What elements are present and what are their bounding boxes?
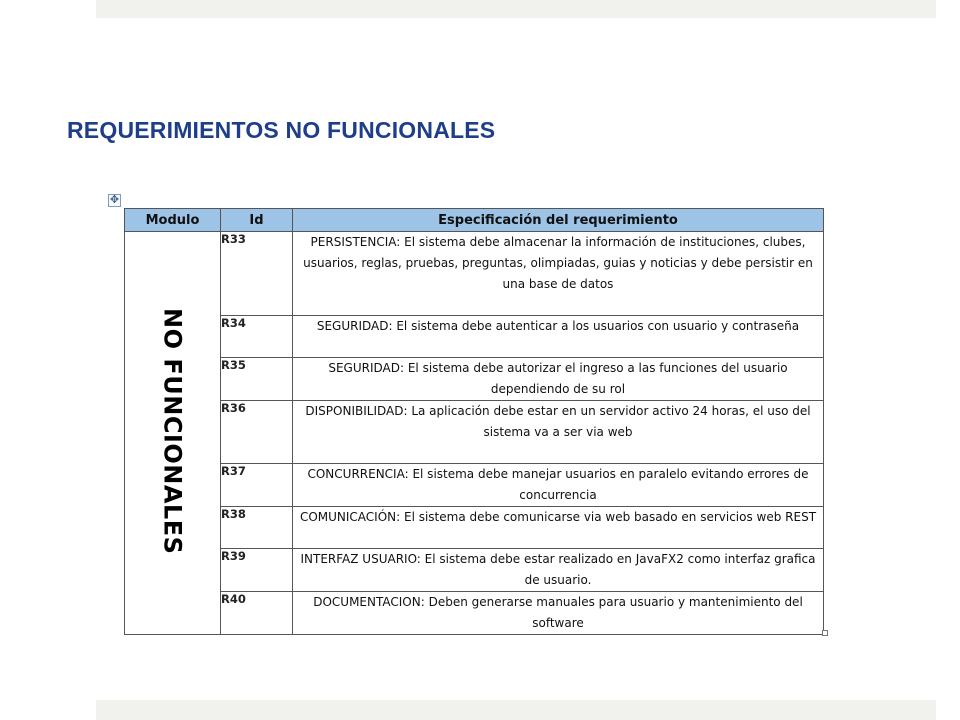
table-row xyxy=(125,316,824,358)
requirement-spec: INTERFAZ USUARIO: El sistema debe estar realizado en JavaFX2 como interfaz grafica de usuario. xyxy=(293,549,824,592)
requirement-spec: CONCURRENCIA: El sistema debe manejar usuarios en paralelo evitando errores de concurrencia xyxy=(293,464,824,507)
requirements-table xyxy=(124,208,824,635)
table-move-handle-icon[interactable]: ✥ xyxy=(109,194,120,206)
table-row xyxy=(125,232,824,316)
header-id: Id xyxy=(221,209,293,232)
requirement-spec: SEGURIDAD: El sistema debe autorizar el ingreso a las funciones del usuario dependiendo de su rol xyxy=(293,358,824,401)
table-row xyxy=(125,592,824,635)
requirement-id: R39 xyxy=(221,549,293,592)
table-row xyxy=(125,358,824,401)
table-resize-handle[interactable] xyxy=(822,630,828,636)
slide-title: REQUERIMIENTOS NO FUNCIONALES xyxy=(67,117,496,143)
module-cell xyxy=(125,232,221,635)
requirement-id: R33 xyxy=(221,232,293,316)
header-modulo: Modulo xyxy=(125,209,221,232)
table-row xyxy=(125,464,824,507)
requirement-id: R36 xyxy=(221,401,293,464)
module-label: NO FUNCIONALES xyxy=(158,308,187,555)
requirement-id: R37 xyxy=(221,464,293,507)
requirement-id: R35 xyxy=(221,358,293,401)
header-especificacion: Especificación del requerimiento xyxy=(293,209,824,232)
requirement-id: R40 xyxy=(221,592,293,635)
requirement-spec: PERSISTENCIA: El sistema debe almacenar la información de instituciones, clubes, usuarios, reglas, pruebas, preguntas, olimpiadas, guias y noticias y debe persistir en una base de datos xyxy=(293,232,824,316)
table-row xyxy=(125,549,824,592)
requirement-id: R38 xyxy=(221,507,293,549)
requirement-spec: SEGURIDAD: El sistema debe autenticar a los usuarios con usuario y contraseña xyxy=(293,316,824,358)
requirement-id: R34 xyxy=(221,316,293,358)
requirement-spec: DOCUMENTACION: Deben generarse manuales para usuario y mantenimiento del software xyxy=(293,592,824,635)
requirement-spec: DISPONIBILIDAD: La aplicación debe estar en un servidor activo 24 horas, el uso del sistema va a ser via web xyxy=(293,401,824,464)
table-row xyxy=(125,401,824,464)
requirement-spec: COMUNICACIÓN: El sistema debe comunicarse via web basado en servicios web REST xyxy=(293,507,824,549)
table-row xyxy=(125,507,824,549)
table-header-row xyxy=(125,209,824,232)
bottom-decorative-band xyxy=(96,700,936,720)
top-decorative-band xyxy=(96,0,936,18)
